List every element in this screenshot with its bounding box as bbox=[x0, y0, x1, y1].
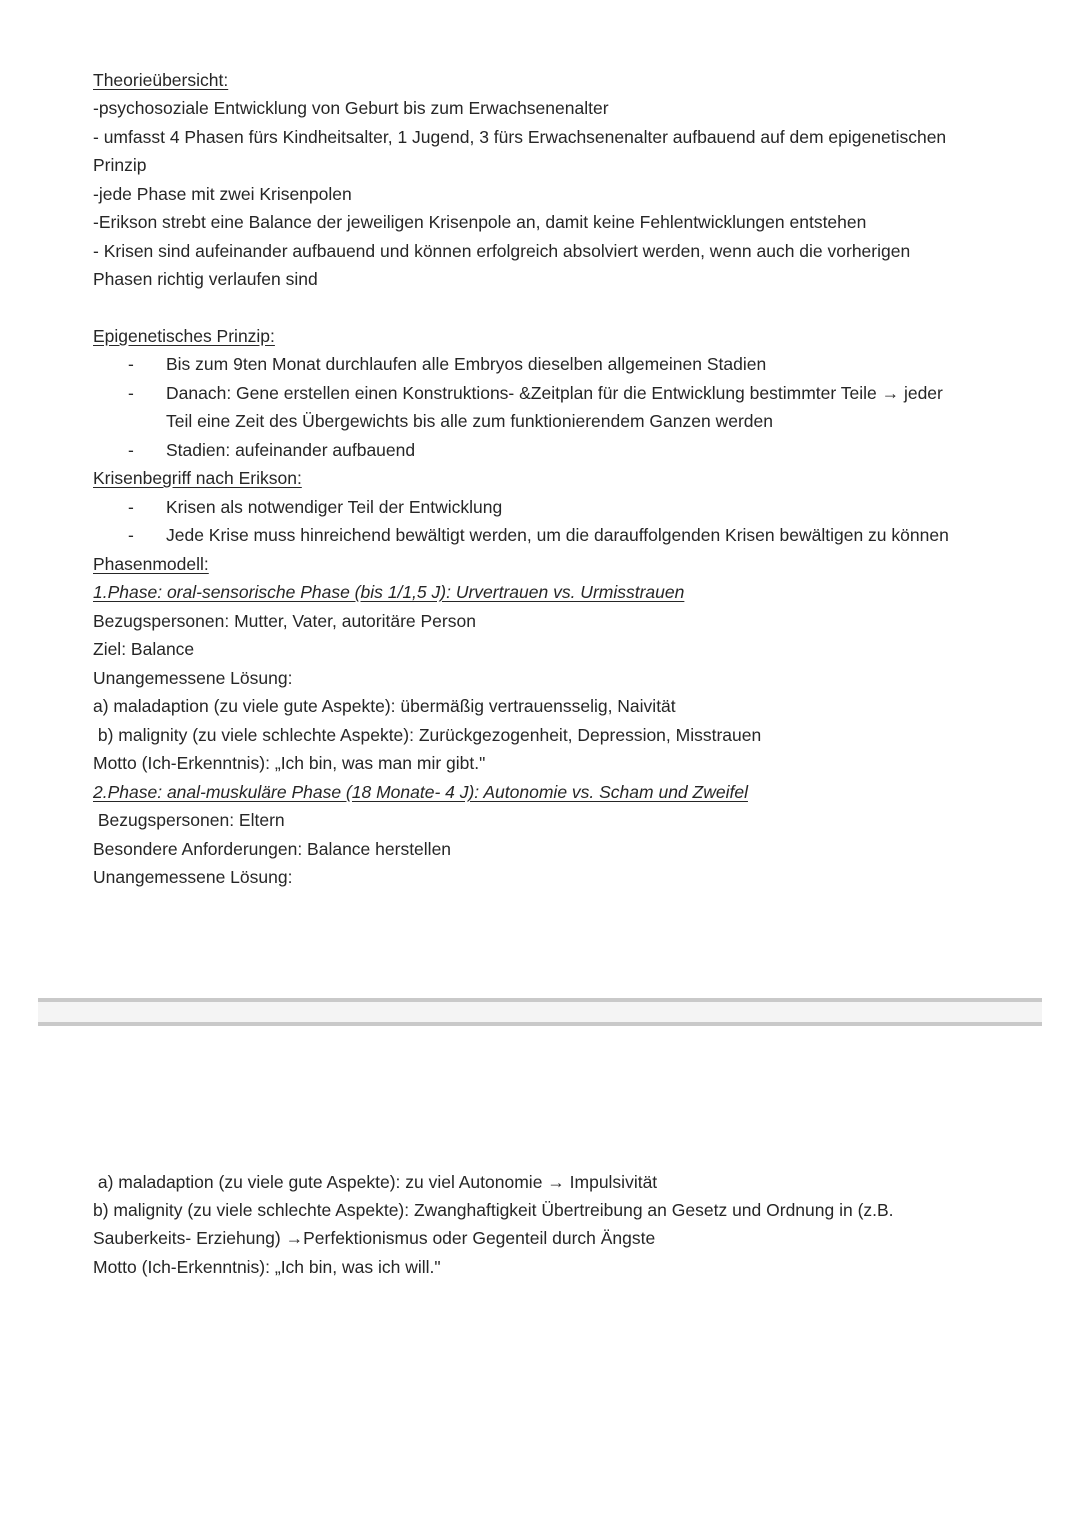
crisis-item: Krisen als notwendiger Teil der Entwicklung bbox=[166, 497, 503, 517]
phase1-motto: Motto (Ich-Erkenntnis): „Ich bin, was man mir gibt." bbox=[93, 753, 486, 773]
theory-line: Phasen richtig verlaufen sind bbox=[93, 269, 318, 289]
theory-line: -jede Phase mit zwei Krisenpolen bbox=[93, 184, 352, 204]
phase1-inadequate: Unangemessene Lösung: bbox=[93, 668, 293, 688]
phase2-inadequate: Unangemessene Lösung: bbox=[93, 867, 293, 887]
phase1-malignity: b) malignity (zu viele schlechte Aspekte): Zurückgezogenheit, Depression, Misstrauen bbox=[93, 725, 762, 745]
phase2-persons: Bezugspersonen: Eltern bbox=[93, 810, 285, 830]
crisis-item: Jede Krise muss hinreichend bewältigt werden, um die darauffolgenden Krisen bewältigen zu können bbox=[166, 525, 949, 545]
phase1-goal: Ziel: Balance bbox=[93, 639, 195, 659]
bullet-dash: - bbox=[128, 383, 134, 403]
phase1-title: 1.Phase: oral-sensorische Phase (bis 1/1,5 J): Urvertrauen vs. Urmisstrauen bbox=[93, 582, 685, 602]
phase2-maladaption: a) maladaption (zu viele gute Aspekte): zu viel Autonomie → Impulsivität bbox=[93, 1172, 658, 1192]
phase-model-heading: Phasenmodell: bbox=[93, 554, 209, 574]
phase2-motto: Motto (Ich-Erkenntnis): „Ich bin, was ich will." bbox=[93, 1257, 441, 1277]
crisis-heading: Krisenbegriff nach Erikson: bbox=[93, 468, 302, 488]
epigenetic-heading: Epigenetisches Prinzip: bbox=[93, 326, 275, 346]
theory-line: -psychosoziale Entwicklung von Geburt bis zum Erwachsenenalter bbox=[93, 98, 609, 118]
bullet-dash: - bbox=[128, 525, 134, 545]
phase2-requirements: Besondere Anforderungen: Balance herstellen bbox=[93, 839, 452, 859]
bullet-dash: - bbox=[128, 497, 134, 517]
phase2-malignity-continuation: Sauberkeits- Erziehung) →Perfektionismus oder Gegenteil durch Ängste bbox=[93, 1228, 656, 1248]
epigenetic-item: Stadien: aufeinander aufbauend bbox=[166, 440, 416, 460]
phase2-title: 2.Phase: anal-muskuläre Phase (18 Monate- 4 J): Autonomie vs. Scham und Zweifel bbox=[93, 782, 748, 802]
epigenetic-item-continuation: Teil eine Zeit des Übergewichts bis alle zum funktionierendem Ganzen werden bbox=[166, 411, 773, 431]
page-break-gap bbox=[38, 1002, 1042, 1022]
theory-line: - umfasst 4 Phasen fürs Kindheitsalter, 1 Jugend, 3 fürs Erwachsenenalter aufbauend auf dem epigenetischen bbox=[93, 127, 947, 147]
phase1-maladaption: a) maladaption (zu viele gute Aspekte): übermäßig vertrauensselig, Naivität bbox=[93, 696, 676, 716]
phase2-malignity: b) malignity (zu viele schlechte Aspekte): Zwanghaftigkeit Übertreibung an Gesetz und Ordnung in (z.B. bbox=[93, 1200, 894, 1220]
bullet-dash: - bbox=[128, 354, 134, 374]
theory-line: Prinzip bbox=[93, 155, 147, 175]
epigenetic-item: Bis zum 9ten Monat durchlaufen alle Embryos dieselben allgemeinen Stadien bbox=[166, 354, 767, 374]
page-break-line-bottom bbox=[38, 1022, 1042, 1026]
bullet-dash: - bbox=[128, 440, 134, 460]
phase1-persons: Bezugspersonen: Mutter, Vater, autoritäre Person bbox=[93, 611, 476, 631]
epigenetic-item: Danach: Gene erstellen einen Konstruktions- &Zeitplan für die Entwicklung bestimmter Teile → jeder bbox=[166, 383, 943, 403]
theory-line: -Erikson strebt eine Balance der jeweiligen Krisenpole an, damit keine Fehlentwicklungen entstehen bbox=[93, 212, 867, 232]
theory-line: - Krisen sind aufeinander aufbauend und können erfolgreich absolviert werden, wenn auch die vorherigen bbox=[93, 241, 911, 261]
theory-heading: Theorieübersicht: bbox=[93, 70, 229, 90]
